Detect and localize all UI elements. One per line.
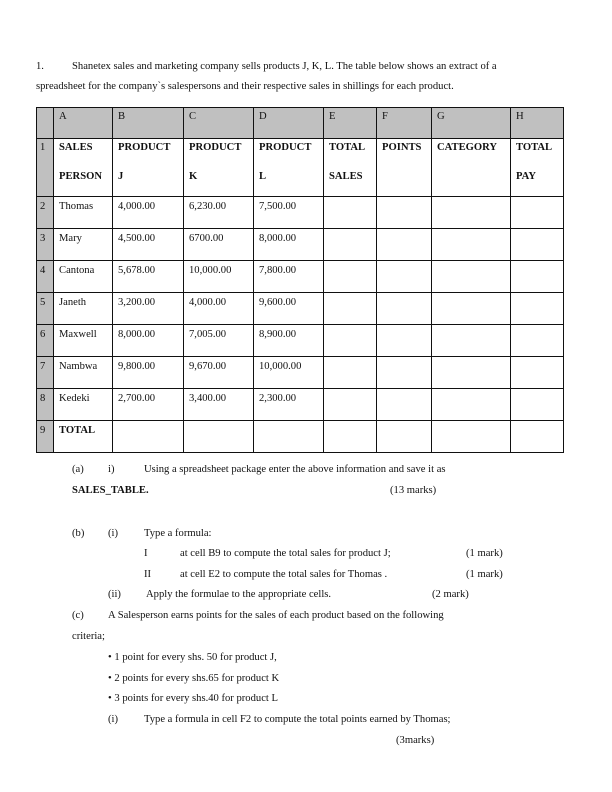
- cell-product-j: 4,500.00: [113, 229, 184, 261]
- cell-points: [377, 293, 432, 325]
- cell-total-pay: [511, 357, 564, 389]
- cell-product-k: 4,000.00: [184, 293, 254, 325]
- cell-name: Cantona: [54, 261, 113, 293]
- header-product-j: PRODUCT J: [113, 139, 184, 197]
- table-row: [37, 261, 564, 293]
- cell-total-sales: [324, 357, 377, 389]
- criteria-bullet: • 1 point for every shs. 50 for product J,: [108, 652, 277, 663]
- column-header-g: G: [432, 108, 511, 139]
- cell-category: [432, 357, 511, 389]
- cell-category: [432, 389, 511, 421]
- table-row-total: [37, 421, 564, 453]
- row-number: 3: [37, 229, 54, 261]
- sales-spreadsheet-table: [36, 107, 564, 453]
- corner-cell: [37, 108, 54, 139]
- part-b-i-label: (i): [108, 528, 118, 539]
- bullet-icon: •: [108, 652, 112, 663]
- cell-total-sales: [324, 293, 377, 325]
- table-row: [37, 229, 564, 261]
- part-a-text: Using a spreadsheet package enter the above information and save it as: [144, 464, 446, 475]
- part-c-text-1: A Salesperson earns points for the sales of each product based on the following: [108, 610, 444, 621]
- cell-name: TOTAL: [54, 421, 113, 453]
- cell-total-sales: [324, 389, 377, 421]
- cell-category: [432, 421, 511, 453]
- header-product-l: PRODUCT L: [254, 139, 324, 197]
- cell-total-sales: [324, 325, 377, 357]
- table-row: [37, 325, 564, 357]
- table-row: [37, 389, 564, 421]
- part-b-item-text: at cell B9 to compute the total sales for product J;: [180, 548, 391, 559]
- column-header-c: C: [184, 108, 254, 139]
- part-b-ii-label: (ii): [108, 589, 121, 600]
- cell-points: [377, 261, 432, 293]
- bullet-icon: •: [108, 673, 112, 684]
- part-b-item-num: II: [144, 569, 152, 580]
- cell-points: [377, 325, 432, 357]
- cell-category: [432, 229, 511, 261]
- cell-total-sales: [324, 229, 377, 261]
- cell-category: [432, 293, 511, 325]
- column-letter-row: [37, 108, 564, 139]
- cell-points: [377, 357, 432, 389]
- cell-category: [432, 197, 511, 229]
- row-number: 8: [37, 389, 54, 421]
- header-total-pay: TOTAL PAY: [511, 139, 564, 197]
- cell-name: Nambwa: [54, 357, 113, 389]
- cell-points: [377, 389, 432, 421]
- cell-product-k: 6700.00: [184, 229, 254, 261]
- row-number: 1: [37, 139, 54, 197]
- cell-product-k: 3,400.00: [184, 389, 254, 421]
- column-header-e: E: [324, 108, 377, 139]
- part-b-item-text: at cell E2 to compute the total sales for Thomas .: [180, 569, 388, 580]
- question-number: 1.: [36, 61, 44, 72]
- cell-product-k: 6,230.00: [184, 197, 254, 229]
- row-number: 2: [37, 197, 54, 229]
- part-b-item-marks: (1 mark): [466, 569, 503, 580]
- cell-product-j: [113, 421, 184, 453]
- cell-points: [377, 421, 432, 453]
- part-c-i-marks: (3marks): [396, 735, 435, 746]
- cell-name: Kedeki: [54, 389, 113, 421]
- cell-product-k: 10,000.00: [184, 261, 254, 293]
- criteria-bullet: • 2 points for every shs.65 for product K: [108, 673, 280, 684]
- row-number: 6: [37, 325, 54, 357]
- part-c-i-label: (i): [108, 714, 118, 725]
- cell-name: Mary: [54, 229, 113, 261]
- cell-product-l: 8,900.00: [254, 325, 324, 357]
- cell-points: [377, 229, 432, 261]
- cell-product-j: 8,000.00: [113, 325, 184, 357]
- part-b-label: (b): [72, 528, 85, 539]
- header-total-sales: TOTAL SALES: [324, 139, 377, 197]
- cell-total-sales: [324, 197, 377, 229]
- row-number: 9: [37, 421, 54, 453]
- table-row: [37, 197, 564, 229]
- cell-product-j: 2,700.00: [113, 389, 184, 421]
- cell-category: [432, 261, 511, 293]
- cell-total-pay: [511, 229, 564, 261]
- part-a-sub-label: i): [108, 464, 115, 475]
- cell-name: Thomas: [54, 197, 113, 229]
- cell-total-pay: [511, 261, 564, 293]
- cell-total-sales: [324, 261, 377, 293]
- cell-category: [432, 325, 511, 357]
- cell-product-l: 7,800.00: [254, 261, 324, 293]
- column-header-a: A: [54, 108, 113, 139]
- bullet-icon: •: [108, 693, 112, 704]
- row-number: 4: [37, 261, 54, 293]
- cell-product-j: 3,200.00: [113, 293, 184, 325]
- cell-product-j: 9,800.00: [113, 357, 184, 389]
- header-category: CATEGORY: [432, 139, 511, 197]
- part-b-i-text: Type a formula:: [144, 528, 212, 539]
- cell-total-pay: [511, 197, 564, 229]
- cell-product-k: 7,005.00: [184, 325, 254, 357]
- part-a-marks: (13 marks): [390, 485, 437, 496]
- part-c-text-2: criteria;: [72, 631, 105, 642]
- part-b-ii-marks: (2 mark): [432, 589, 469, 600]
- column-header-h: H: [511, 108, 564, 139]
- header-row: [37, 139, 564, 197]
- cell-product-j: 5,678.00: [113, 261, 184, 293]
- part-b-ii-text: Apply the formulae to the appropriate cells.: [146, 589, 332, 600]
- cell-product-l: 8,000.00: [254, 229, 324, 261]
- row-number: 5: [37, 293, 54, 325]
- part-c-label: (c): [72, 610, 84, 621]
- cell-total-pay: [511, 293, 564, 325]
- intro-line-2: spreadsheet for the company`s salespersons and their respective sales in shillings for each product.: [36, 81, 454, 92]
- cell-product-l: 9,600.00: [254, 293, 324, 325]
- part-b-item-marks: (1 mark): [466, 548, 503, 559]
- column-header-d: D: [254, 108, 324, 139]
- criteria-bullet: • 3 points for every shs.40 for product L: [108, 693, 278, 704]
- part-a-filename: SALES_TABLE.: [72, 485, 149, 496]
- cell-total-pay: [511, 421, 564, 453]
- row-number: 7: [37, 357, 54, 389]
- cell-points: [377, 197, 432, 229]
- cell-total-pay: [511, 325, 564, 357]
- cell-total-pay: [511, 389, 564, 421]
- cell-product-k: 9,670.00: [184, 357, 254, 389]
- table-row: [37, 357, 564, 389]
- cell-product-k: [184, 421, 254, 453]
- header-sales-person: SALES PERSON: [54, 139, 113, 197]
- cell-name: Janeth: [54, 293, 113, 325]
- cell-total-sales: [324, 421, 377, 453]
- cell-product-l: [254, 421, 324, 453]
- column-header-b: B: [113, 108, 184, 139]
- part-b-item-num: I: [144, 548, 148, 559]
- cell-product-l: 10,000.00: [254, 357, 324, 389]
- cell-product-l: 7,500.00: [254, 197, 324, 229]
- header-product-k: PRODUCT K: [184, 139, 254, 197]
- intro-line-1: Shanetex sales and marketing company sells products J, K, L. The table below shows an extract of a: [72, 61, 497, 72]
- part-a-label: (a): [72, 464, 84, 475]
- column-header-f: F: [377, 108, 432, 139]
- part-c-i-text: Type a formula in cell F2 to compute the total points earned by Thomas;: [144, 714, 451, 725]
- cell-product-l: 2,300.00: [254, 389, 324, 421]
- cell-name: Maxwell: [54, 325, 113, 357]
- cell-product-j: 4,000.00: [113, 197, 184, 229]
- header-points: POINTS: [377, 139, 432, 197]
- table-row: [37, 293, 564, 325]
